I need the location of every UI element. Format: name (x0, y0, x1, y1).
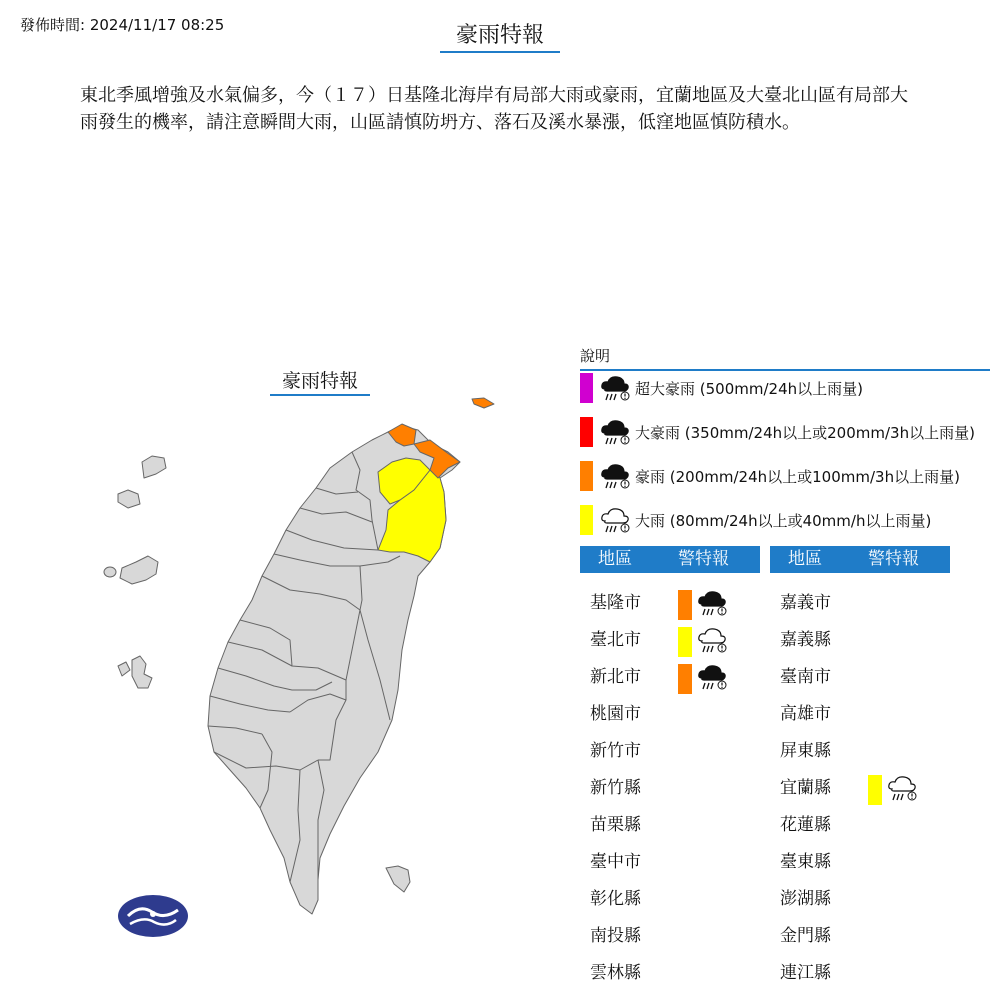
light-rain-icon (599, 505, 631, 535)
region-name: 新北市 (590, 667, 641, 687)
region-name: 南投縣 (590, 926, 641, 946)
legend-title: 說明 (580, 345, 990, 371)
region-name: 彰化縣 (590, 889, 641, 909)
region-name: 澎湖縣 (780, 889, 831, 909)
dark-rain-icon (696, 588, 728, 622)
islet-kinmen (120, 556, 158, 584)
issue-time: 發佈時間: 2024/11/17 08:25 (20, 16, 225, 34)
islet-turtle (472, 398, 494, 408)
legend-label: 超大豪雨 (500mm/24h以上雨量) (635, 379, 863, 398)
warning-swatch (678, 590, 692, 620)
region-name: 臺北市 (590, 630, 641, 650)
legend-item (580, 417, 975, 447)
warning-indicator (678, 662, 728, 696)
map-title: 豪雨特報 (270, 366, 370, 396)
region-name: 宜蘭縣 (780, 778, 831, 798)
region-name: 臺南市 (780, 667, 831, 687)
legend-label: 大豪雨 (350mm/24h以上或200mm/3h以上雨量) (635, 423, 975, 442)
dark-rain-icon (696, 662, 728, 696)
warning-indicator (868, 773, 918, 807)
region-name: 新竹市 (590, 741, 641, 761)
legend-swatch (580, 461, 593, 491)
region-name: 臺東縣 (780, 852, 831, 872)
region-name: 嘉義市 (780, 593, 831, 613)
header-region: 地區 (788, 549, 822, 569)
dark-rain-icon (599, 373, 631, 403)
region-name: 苗栗縣 (590, 815, 641, 835)
region-name: 連江縣 (780, 963, 831, 983)
region-name: 金門縣 (780, 926, 831, 946)
table-header-left (580, 546, 760, 573)
legend-label: 大雨 (80mm/24h以上或40mm/h以上雨量) (635, 511, 932, 530)
warning-indicator (678, 625, 728, 659)
light-rain-icon (696, 625, 728, 659)
taiwan-warning-map (95, 385, 505, 945)
legend-item (580, 373, 863, 403)
region-name: 基隆市 (590, 593, 641, 613)
legend-swatch (580, 505, 593, 535)
cwa-logo-icon (118, 895, 188, 937)
legend-item (580, 505, 931, 535)
legend-label: 豪雨 (200mm/24h以上或100mm/3h以上雨量) (635, 467, 960, 486)
legend-swatch (580, 417, 593, 447)
dark-rain-icon (599, 417, 631, 447)
warning-swatch (678, 664, 692, 694)
region-name: 高雄市 (780, 704, 831, 724)
region-name: 桃園市 (590, 704, 641, 724)
dark-rain-icon (599, 461, 631, 491)
header-region: 地區 (598, 549, 632, 569)
warning-indicator (678, 588, 728, 622)
header-warning: 警特報 (678, 549, 729, 569)
light-rain-icon (886, 773, 918, 807)
legend-swatch (580, 373, 593, 403)
region-name: 新竹縣 (590, 778, 641, 798)
region-name: 臺中市 (590, 852, 641, 872)
warning-swatch (678, 627, 692, 657)
table-header-right (770, 546, 950, 573)
page-title: 豪雨特報 (440, 18, 560, 53)
region-name: 屏東縣 (780, 741, 831, 761)
region-name: 雲林縣 (590, 963, 641, 983)
header-warning: 警特報 (868, 549, 919, 569)
region-name: 花蓮縣 (780, 815, 831, 835)
region-name: 嘉義縣 (780, 630, 831, 650)
islet-penghu (132, 656, 152, 688)
islet-green (386, 866, 410, 892)
warning-swatch (868, 775, 882, 805)
islet-matsu (142, 456, 166, 478)
warning-description: 東北季風增強及水氣偏多，今（１７）日基隆北海岸有局部大雨或豪雨，宜蘭地區及大臺北山區有局部大雨發生的機率，請注意瞬間大雨，山區請慎防坍方、落石及溪水暴漲，低窪地區慎防積水。 (80, 85, 908, 133)
legend-item (580, 461, 960, 491)
